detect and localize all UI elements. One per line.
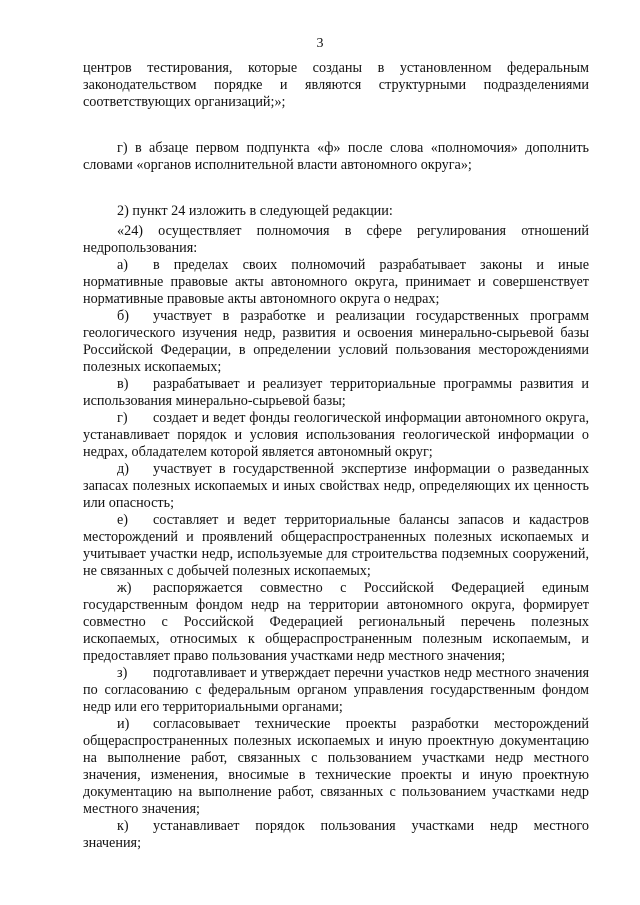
subclause-item xyxy=(83,376,589,410)
subclause-marker: г) xyxy=(117,410,128,426)
subclause-marker: а) xyxy=(117,257,129,273)
subclause-text: устанавливает порядок пользования участками недр местного значения; xyxy=(83,818,589,851)
subclause-text: распоряжается совместно с Российской Федерацией единым государственным фондом недр на территории автономного округа, формирует совместно с Российской Федерацией региональный перечень полезных ископаемых, относимых к общераспространенным полезным ископаемым, и предоставляет право пользования участками недр местного значения; xyxy=(83,580,589,664)
page-number: 3 xyxy=(316,36,324,51)
continuation-paragraph: центров тестирования, которые созданы в установленном федеральным законодательством порядке и являются структурными подразделениями соответствующих организаций;»; xyxy=(83,60,589,110)
subclause-marker: е) xyxy=(117,512,129,528)
subclause-text: в пределах своих полномочий разрабатывает законы и иные нормативные правовые акты автономного округа, принимает и совершенствует нормативные правовые акты автономного округа о недрах; xyxy=(83,257,589,307)
subclause-item xyxy=(83,580,589,665)
subclause-marker: к) xyxy=(117,818,129,834)
subclause-text: участвует в государственной экспертизе информации о разведанных запасах полезных ископаемых и иных свойствах недр, определяющих их ценность или опасность; xyxy=(83,461,589,511)
subclause-marker: б) xyxy=(117,308,129,324)
subclause-marker: д) xyxy=(117,461,129,477)
point-2-paragraph: 2) пункт 24 изложить в следующей редакции: xyxy=(117,203,393,219)
document-body xyxy=(83,60,589,852)
subclause-marker: в) xyxy=(117,376,129,392)
subclause-text: подготавливает и утверждает перечни участков недр местного значения по согласованию с федеральным органом управления государственным фондом недр или его территориальными органами; xyxy=(83,665,589,715)
subclause-text: участвует в разработке и реализации государственных программ геологического изучения недр, развития и освоения минерально-сырьевой базы Российской Федерации, в определении условий пользования месторождениями полезных ископаемых; xyxy=(83,308,589,375)
subclause-item xyxy=(83,665,589,716)
subclause-marker: ж) xyxy=(117,580,132,596)
subclause-text: создает и ведет фонды геологической информации автономного округа, устанавливает порядок и условия использования геологической информации о недрах, обладателем которой является автономный округ; xyxy=(83,410,589,460)
subclause-item xyxy=(83,308,589,376)
clause-24-paragraph: «24) осуществляет полномочия в сфере регулирования отношений недропользования: xyxy=(83,223,589,256)
subclause-text: согласовывает технические проекты разработки месторождений общераспространенных полезных ископаемых и иную проектную документацию на выполнение работ, связанных с пользованием участками недр местного значения, изменения, вносимые в технические проекты и иную проектную документацию на выполнение работ, связанных с пользованием участками недр местного значения; xyxy=(83,716,589,817)
subclause-item xyxy=(83,410,589,461)
amendment-g-paragraph: г) в абзаце первом подпункта «ф» после слова «полномочия» дополнить словами «органов исполнительной власти автономного округа»; xyxy=(83,140,589,173)
subclause-marker: и) xyxy=(117,716,130,732)
subclause-text: разрабатывает и реализует территориальные программы развития и использования минерально-сырьевой базы; xyxy=(83,376,589,409)
subclause-item xyxy=(83,512,589,580)
subclause-text: составляет и ведет территориальные балансы запасов и кадастров месторождений и проявлений общераспространенных полезных ископаемых и учитывает участки недр, используемые для строительства подземных сооружений, не связанных с добычей полезных ископаемых; xyxy=(83,512,589,579)
subclause-item xyxy=(83,461,589,512)
subclause-list xyxy=(83,257,589,852)
subclause-item xyxy=(83,257,589,308)
subclause-marker: з) xyxy=(117,665,128,681)
subclause-item xyxy=(83,818,589,852)
subclause-item xyxy=(83,716,589,818)
